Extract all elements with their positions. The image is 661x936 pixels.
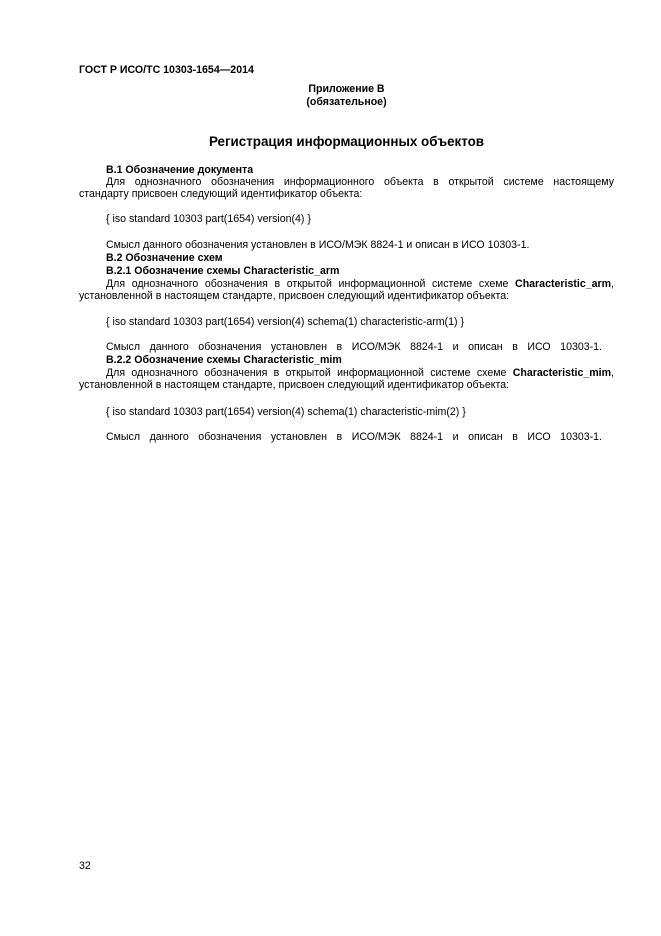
- document-header: ГОСТ Р ИСО/ТС 10303-1654—2014: [79, 64, 254, 76]
- page-number: 32: [79, 860, 91, 872]
- page-title: Регистрация информационных объектов: [208, 134, 485, 149]
- section-b1-meaning: Смысл данного обозначения установлен в ИСО/МЭК 8824-1 и описан в ИСО 10303-1.: [106, 239, 530, 251]
- section-b21-identifier: { iso standard 10303 part(1654) version(4) schema(1) characteristic-arm(1) }: [106, 316, 464, 328]
- section-b21-paragraph-line2: установленной в настоящем стандарте, присвоен следующий идентификатор объекта:: [79, 290, 510, 302]
- section-b21-meaning: Смысл данного обозначения установлен в ИСО/МЭК 8824-1 и описан в ИСО 10303-1.: [106, 341, 602, 353]
- section-b1-identifier: { iso standard 10303 part(1654) version(4) }: [106, 213, 311, 225]
- section-b1-paragraph-line2: стандарту присвоен следующий идентификатор объекта:: [79, 188, 363, 200]
- section-b22-identifier: { iso standard 10303 part(1654) version(4) schema(1) characteristic-mim(2) }: [106, 406, 466, 418]
- section-b21-paragraph-prefix: Для однозначного обозначения в открытой информационной системе схеме: [106, 278, 516, 290]
- section-b22-schema-name: Characteristic_mim: [512, 367, 612, 379]
- section-b2-heading: В.2 Обозначение схем: [106, 252, 223, 264]
- section-b21-heading: В.2.1 Обозначение схемы Characteristic_arm: [106, 265, 340, 277]
- annex-label: Приложение В: [308, 83, 385, 95]
- section-b22-paragraph-suffix: ,: [611, 367, 614, 379]
- section-b22-paragraph-prefix: Для однозначного обозначения в открытой информационной системе схеме: [106, 367, 513, 379]
- section-b22-meaning: Смысл данного обозначения установлен в ИСО/МЭК 8824-1 и описан в ИСО 10303-1.: [106, 431, 602, 443]
- section-b21-paragraph-suffix: ,: [611, 278, 614, 290]
- section-b22-paragraph-line2: установленной в настоящем стандарте, присвоен следующий идентификатор объекта:: [79, 379, 510, 391]
- section-b1-paragraph-line1: Для однозначного обозначения информационного объекта в открытой системе настоящему: [106, 176, 614, 188]
- section-b22-heading: В.2.2 Обозначение схемы Characteristic_mim: [106, 354, 342, 366]
- section-b1-heading: В.1 Обозначение документа: [106, 164, 254, 176]
- section-b22-paragraph-line1: [106, 367, 614, 379]
- annex-status: (обязательное): [306, 96, 387, 108]
- section-b21-paragraph-line1: [106, 278, 614, 290]
- section-b21-schema-name: Characteristic_arm: [515, 278, 612, 290]
